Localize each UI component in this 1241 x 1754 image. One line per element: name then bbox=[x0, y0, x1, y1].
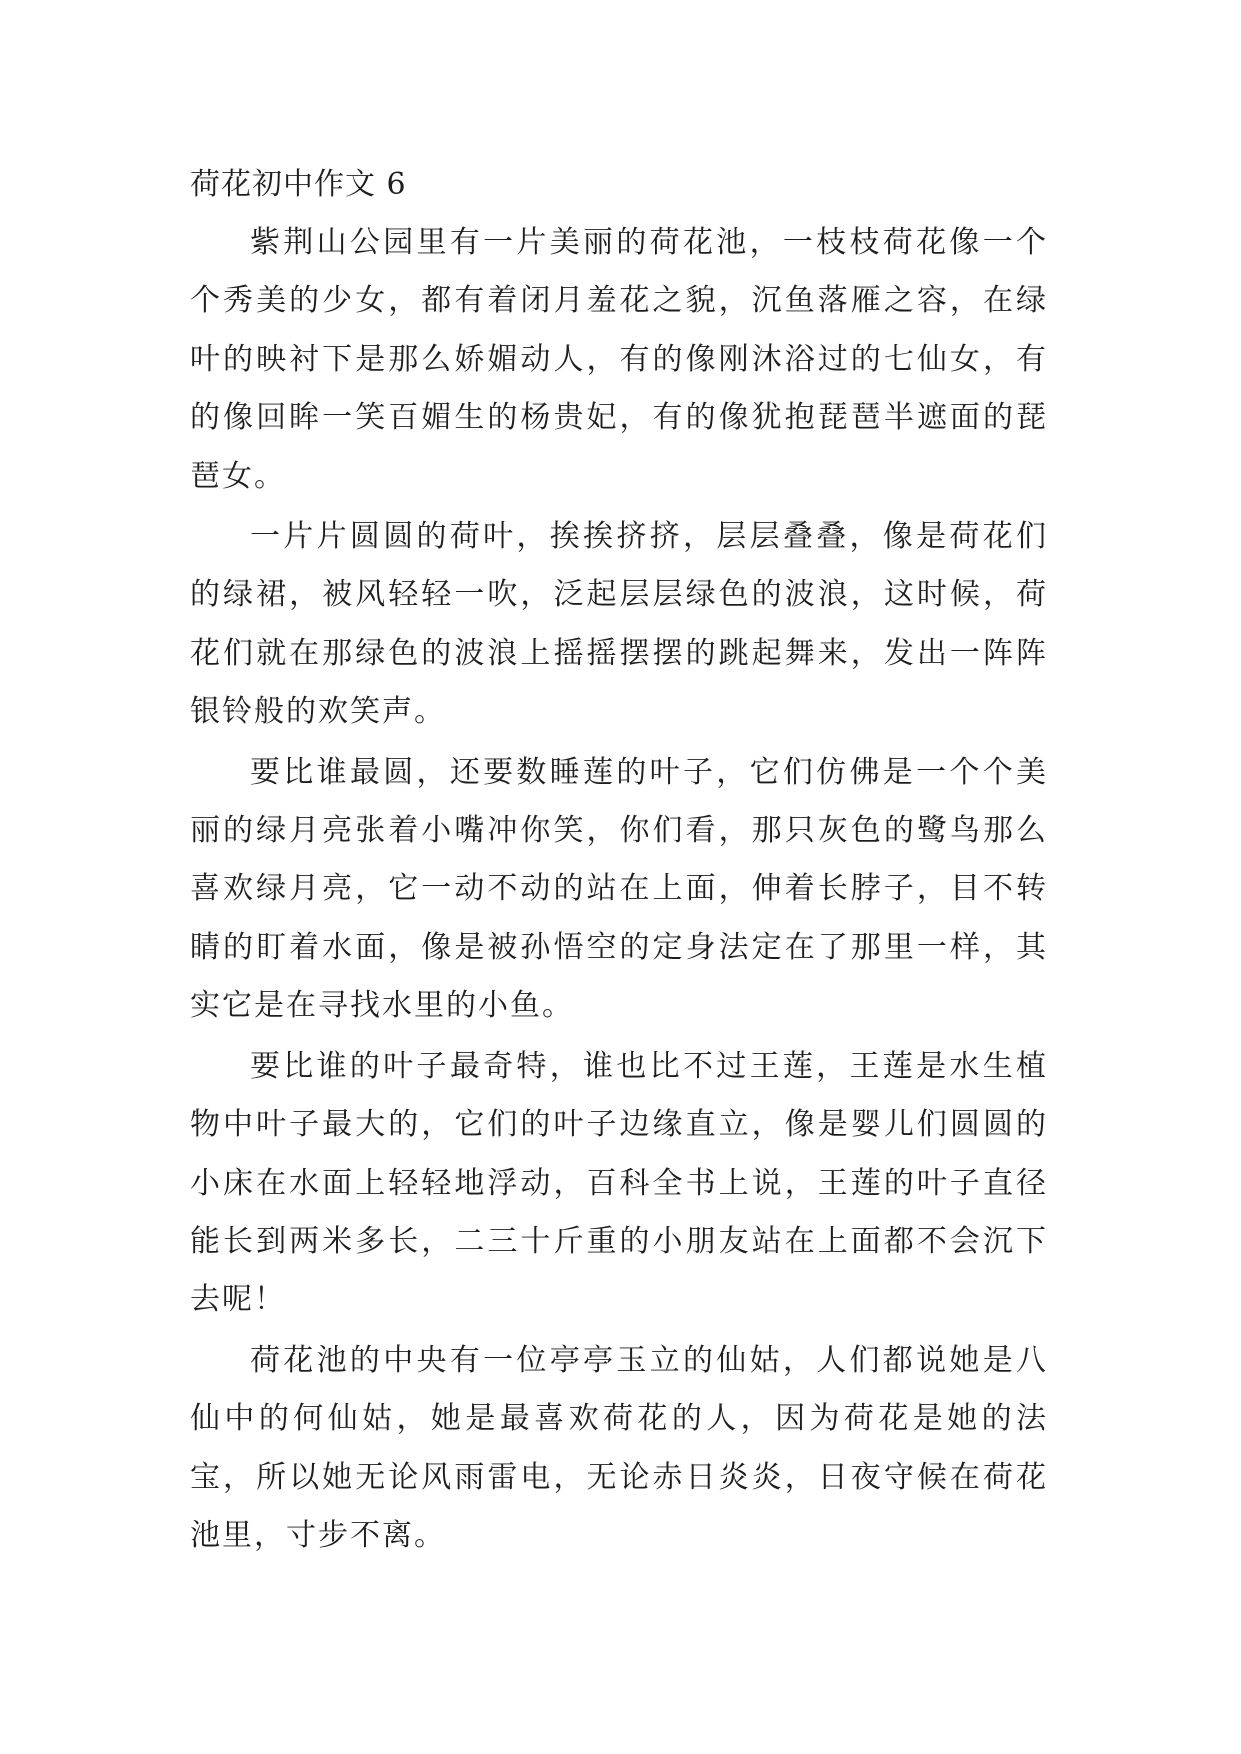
paragraph-3: 要比谁最圆，还要数睡莲的叶子，它们仿佛是一个个美丽的绿月亮张着小嘴冲你笑，你们看，那只灰色的鹭鸟那么喜欢绿月亮，它一动不动的站在上面，伸着长脖子，目不转睛的盯着水面，像是被孙悟空的定身法定在了那里一样，其实它是在寻找水里的小鱼。 bbox=[190, 754, 1048, 1024]
paragraph-1: 紫荆山公园里有一片美丽的荷花池，一枝枝荷花像一个个秀美的少女，都有着闭月羞花之貌，沉鱼落雁之容，在绿叶的映衬下是那么娇媚动人，有的像刚沐浴过的七仙女，有的像回眸一笑百媚生的杨贵妃，有的像犹抱琵琶半遮面的琵琶女。 bbox=[190, 225, 1048, 494]
paragraph-5: 荷花池的中央有一位亭亭玉立的仙姑，人们都说她是八仙中的何仙姑，她是最喜欢荷花的人，因为荷花是她的法宝，所以她无论风雨雷电，无论赤日炎炎，日夜守候在荷花池里，寸步不离。 bbox=[190, 1342, 1048, 1553]
document-body bbox=[190, 156, 1048, 1567]
paragraph-4: 要比谁的叶子最奇特，谁也比不过王莲，王莲是水生植物中叶子最大的，它们的叶子边缘直立，像是婴儿们圆圆的小床在水面上轻轻地浮动，百科全书上说，王莲的叶子直径能长到两米多长，二三十斤重的小朋友站在上面都不会沉下去呢！ bbox=[190, 1048, 1048, 1318]
paragraph-2: 一片片圆圆的荷叶，挨挨挤挤，层层叠叠，像是荷花们的绿裙，被风轻轻一吹，泛起层层绿色的波浪，这时候，荷花们就在那绿色的波浪上摇摇摆摆的跳起舞来，发出一阵阵银铃般的欢笑声。 bbox=[190, 519, 1048, 730]
document-title: 荷花初中作文 6 bbox=[190, 167, 407, 202]
